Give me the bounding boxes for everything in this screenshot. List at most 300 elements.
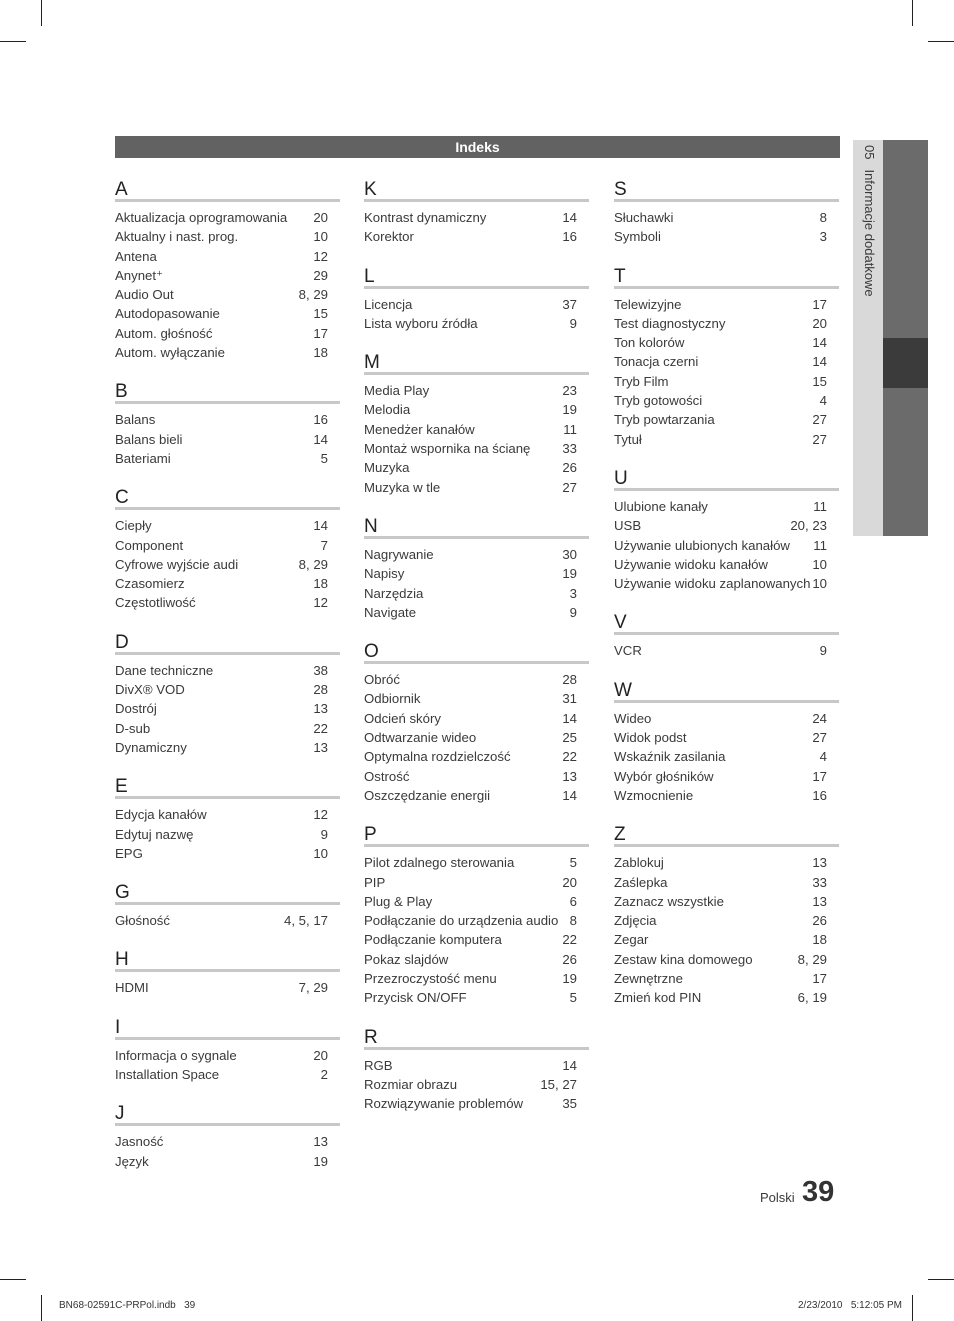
entry-page: 11 <box>563 421 577 437</box>
page-number: 39 <box>802 1176 835 1208</box>
entry-page: 13 <box>812 893 827 909</box>
index-entry <box>364 439 589 458</box>
entry-term: Pilot zdalnego sterowania <box>364 855 515 871</box>
entry-page: 10 <box>812 556 827 572</box>
index-entry <box>364 950 589 969</box>
entry-page: 27 <box>812 412 827 428</box>
entry-term: Zewnętrzne <box>614 971 683 987</box>
entry-term: Zaślepka <box>614 874 668 890</box>
entry-term: Balans bieli <box>115 431 183 447</box>
entry-page: 13 <box>562 768 577 784</box>
index-section-w <box>614 679 839 805</box>
entry-page: 10 <box>812 576 827 592</box>
index-entry <box>614 911 839 930</box>
index-section-o <box>364 640 589 805</box>
index-entry <box>364 420 589 439</box>
entry-term: Audio Out <box>115 287 174 303</box>
index-entry <box>364 400 589 419</box>
entry-term: Pokaz slajdów <box>364 951 449 967</box>
entry-page: 8 <box>819 210 827 225</box>
entry-term: Ulubione kanały <box>614 498 708 514</box>
section-letter: C <box>115 486 340 510</box>
entry-page: 10 <box>313 229 328 245</box>
index-entry <box>614 892 839 911</box>
entry-term: Bateriami <box>115 450 171 466</box>
entry-term: Menedżer kanałów <box>364 421 475 437</box>
entry-page: 6, 19 <box>797 990 827 1006</box>
entry-term: EPG <box>115 845 143 861</box>
entry-page: 35 <box>562 1096 577 1112</box>
entry-page: 10 <box>313 845 328 861</box>
chapter-tab-label <box>862 145 877 297</box>
entry-page: 26 <box>562 951 577 967</box>
entry-term: Tryb gotowości <box>614 393 703 409</box>
entry-page: 8, 29 <box>298 556 328 572</box>
entry-term: Częstotliwość <box>115 595 196 611</box>
entry-term: PIP <box>364 874 386 890</box>
entry-term: Test diagnostyczny <box>614 315 726 331</box>
entry-page: 12 <box>313 248 328 264</box>
entry-page: 27 <box>812 431 827 447</box>
chapter-title: Informacje dodatkowe <box>862 169 877 297</box>
entry-page: 18 <box>313 345 328 361</box>
entry-page: 3 <box>819 229 827 245</box>
entry-page: 14 <box>313 431 328 447</box>
index-title: Indeks <box>115 136 840 158</box>
entry-page: 30 <box>562 546 577 562</box>
index-entry <box>364 911 589 930</box>
section-letter: Z <box>614 823 839 847</box>
section-letter: P <box>364 823 589 847</box>
index-entry <box>115 1152 340 1171</box>
index-entry <box>614 786 839 805</box>
index-entry <box>364 208 589 227</box>
index-entry <box>614 728 839 747</box>
entry-term: Dynamiczny <box>115 739 187 755</box>
entry-term: Ostrość <box>364 768 410 784</box>
entry-term: Installation Space <box>115 1067 220 1083</box>
index-section-z <box>614 823 839 1007</box>
index-entry <box>364 747 589 766</box>
entry-term: Przezroczystość menu <box>364 971 497 987</box>
index-entry <box>115 449 340 468</box>
index-entry <box>614 314 839 333</box>
entry-page: 17 <box>812 296 827 312</box>
entry-page: 9 <box>819 643 827 659</box>
entry-page: 27 <box>562 479 577 495</box>
entry-term: Zmień kod PIN <box>614 990 702 1006</box>
section-letter: L <box>364 265 589 289</box>
index-entry <box>364 1056 589 1075</box>
entry-term: Dane techniczne <box>115 662 214 678</box>
entry-page: 38 <box>313 662 328 678</box>
entry-page: 23 <box>562 383 577 399</box>
crop-mark <box>912 1295 913 1321</box>
entry-page: 18 <box>313 576 328 592</box>
entry-term: Symboli <box>614 229 661 245</box>
entry-page: 20, 23 <box>790 518 827 534</box>
index-entry <box>614 873 839 892</box>
entry-page: 16 <box>313 412 328 428</box>
entry-term: Zablokuj <box>614 855 664 871</box>
chapter-tab-marker-active <box>883 338 928 388</box>
index-entry <box>115 343 340 362</box>
entry-page: 19 <box>313 1153 328 1169</box>
entry-term: Zegar <box>614 932 649 948</box>
section-letter: U <box>614 467 839 491</box>
section-letter: S <box>614 178 839 202</box>
index-entry <box>115 719 340 738</box>
index-entry <box>115 805 340 824</box>
entry-term: Używanie widoku kanałów <box>614 556 768 572</box>
crop-mark <box>0 1279 26 1280</box>
entry-page: 6 <box>569 893 577 909</box>
index-section-l <box>364 265 589 334</box>
index-section-s <box>614 178 839 247</box>
entry-page: 16 <box>812 787 827 803</box>
entry-term: RGB <box>364 1057 393 1073</box>
entry-term: Odcień skóry <box>364 710 441 726</box>
index-section-j <box>115 1102 340 1171</box>
index-section-i <box>115 1016 340 1085</box>
index-entry <box>364 988 589 1007</box>
index-entry <box>115 208 340 227</box>
chapter-tab-marker <box>883 388 928 536</box>
entry-term: Ton kolorów <box>614 335 685 351</box>
entry-term: Odtwarzanie wideo <box>364 730 477 746</box>
entry-page: 28 <box>313 682 328 698</box>
entry-page: 18 <box>812 932 827 948</box>
entry-term: Montaż wspornika na ścianę <box>364 441 531 457</box>
entry-term: Nagrywanie <box>364 546 434 562</box>
section-letter: I <box>115 1016 340 1040</box>
section-letter: O <box>364 640 589 664</box>
index-entry <box>614 227 839 246</box>
entry-page: 19 <box>562 402 577 418</box>
index-entry <box>115 680 340 699</box>
entry-page: 4, 5, 17 <box>284 913 328 929</box>
print-file-info: BN68-02591C-PRPol.indb 39 <box>59 1300 196 1311</box>
entry-page: 8, 29 <box>298 287 328 303</box>
entry-term: Obróć <box>364 672 400 688</box>
index-entry <box>614 988 839 1007</box>
entry-term: Cyfrowe wyjście audi <box>115 556 239 572</box>
entry-page: 12 <box>313 595 328 611</box>
entry-term: Kontrast dynamiczny <box>364 210 487 225</box>
section-letter: K <box>364 178 589 202</box>
index-entry <box>614 333 839 352</box>
entry-term: Antena <box>115 248 157 264</box>
entry-term: Język <box>115 1153 149 1169</box>
entry-page: 14 <box>313 518 328 534</box>
section-letter: W <box>614 679 839 703</box>
entry-page: 4 <box>819 749 827 765</box>
index-entry <box>364 381 589 400</box>
entry-page: 9 <box>569 315 577 331</box>
index-section-a <box>115 178 340 362</box>
crop-mark <box>0 41 26 42</box>
entry-term: Oszczędzanie energii <box>364 787 491 803</box>
index-entry <box>115 536 340 555</box>
entry-term: VCR <box>614 643 642 659</box>
index-entry <box>115 844 340 863</box>
print-timestamp: 2/23/2010 5:12:05 PM <box>798 1300 902 1311</box>
entry-page: 26 <box>812 913 827 929</box>
entry-term: Rozwiązywanie problemów <box>364 1096 524 1112</box>
chapter-tab-marker <box>883 140 928 338</box>
entry-term: Telewizyjne <box>614 296 682 312</box>
index-entry <box>614 295 839 314</box>
entry-term: Widok podst <box>614 730 687 746</box>
entry-page: 14 <box>562 710 577 726</box>
entry-term: Wybór głośników <box>614 768 714 784</box>
entry-term: Zestaw kina domowego <box>614 951 753 967</box>
entry-page: 14 <box>562 787 577 803</box>
index-entry <box>115 911 340 930</box>
section-letter: E <box>115 775 340 799</box>
entry-page: 31 <box>562 691 577 707</box>
entry-term: Autom. głośność <box>115 325 213 341</box>
entry-page: 25 <box>562 730 577 746</box>
index-column-2 <box>364 178 589 1132</box>
entry-term: Tonacja czerni <box>614 354 699 370</box>
index-entry <box>614 574 839 593</box>
section-letter: T <box>614 265 839 289</box>
entry-page: 2 <box>320 1067 328 1083</box>
entry-term: Aktualizacja oprogramowania <box>115 210 288 225</box>
index-entry <box>364 786 589 805</box>
index-entry <box>115 555 340 574</box>
entry-term: Napisy <box>364 566 405 582</box>
entry-page: 19 <box>562 971 577 987</box>
crop-mark <box>928 1279 954 1280</box>
index-section-u <box>614 467 839 593</box>
index-entry <box>614 767 839 786</box>
index-column-1 <box>115 178 340 1189</box>
index-entry <box>364 603 589 622</box>
entry-page: 20 <box>562 874 577 890</box>
entry-term: HDMI <box>115 980 149 996</box>
index-entry <box>115 825 340 844</box>
entry-term: Jasność <box>115 1134 164 1150</box>
entry-page: 19 <box>562 566 577 582</box>
index-entry <box>364 564 589 583</box>
entry-term: Lista wyboru źródła <box>364 315 478 331</box>
section-letter: R <box>364 1026 589 1050</box>
entry-term: Melodia <box>364 402 411 418</box>
entry-term: Czasomierz <box>115 576 185 592</box>
entry-page: 20 <box>313 210 328 225</box>
section-letter: G <box>115 881 340 905</box>
entry-page: 15 <box>812 373 827 389</box>
entry-page: 14 <box>562 1057 577 1073</box>
entry-page: 24 <box>812 710 827 726</box>
index-entry <box>614 930 839 949</box>
index-entry <box>364 227 589 246</box>
index-entry <box>614 391 839 410</box>
entry-term: Optymalna rozdzielczość <box>364 749 511 765</box>
index-entry <box>364 458 589 477</box>
entry-page: 27 <box>812 730 827 746</box>
index-entry <box>364 584 589 603</box>
entry-term: Autodopasowanie <box>115 306 220 322</box>
entry-term: DivX® VOD <box>115 682 185 698</box>
entry-term: Edytuj nazwę <box>115 826 194 842</box>
index-entry <box>115 410 340 429</box>
index-entry <box>115 738 340 757</box>
entry-page: 37 <box>562 296 577 312</box>
entry-term: Informacja o sygnale <box>115 1047 237 1063</box>
index-entry <box>115 699 340 718</box>
entry-term: Tryb powtarzania <box>614 412 715 428</box>
entry-page: 17 <box>812 768 827 784</box>
entry-page: 20 <box>313 1047 328 1063</box>
index-entry <box>614 352 839 371</box>
entry-term: Anynet⁺ <box>115 267 164 283</box>
entry-page: 17 <box>812 971 827 987</box>
entry-page: 17 <box>313 325 328 341</box>
entry-term: Zaznacz wszystkie <box>614 893 724 909</box>
entry-term: Wskaźnik zasilania <box>614 749 726 765</box>
section-letter: N <box>364 515 589 539</box>
entry-term: Dostrój <box>115 701 157 717</box>
entry-page: 8, 29 <box>797 951 827 967</box>
section-letter: J <box>115 1102 340 1126</box>
index-entry <box>364 728 589 747</box>
entry-page: 33 <box>562 441 577 457</box>
index-entry <box>364 1075 589 1094</box>
index-entry <box>364 670 589 689</box>
index-entry <box>614 208 839 227</box>
entry-term: USB <box>614 518 642 534</box>
index-entry <box>614 372 839 391</box>
entry-page: 4 <box>819 393 827 409</box>
index-section-e <box>115 775 340 863</box>
footer-language: Polski <box>760 1190 795 1205</box>
crop-mark <box>912 0 913 26</box>
entry-page: 15 <box>313 306 328 322</box>
index-entry <box>364 545 589 564</box>
entry-term: Przycisk ON/OFF <box>364 990 467 1006</box>
entry-page: 13 <box>313 701 328 717</box>
index-entry <box>115 1132 340 1151</box>
index-entry <box>364 689 589 708</box>
entry-page: 14 <box>812 354 827 370</box>
entry-term: Navigate <box>364 604 417 620</box>
entry-page: 7, 29 <box>298 980 328 996</box>
index-section-n <box>364 515 589 622</box>
index-entry <box>115 1046 340 1065</box>
entry-page: 11 <box>813 537 827 553</box>
index-entry <box>115 304 340 323</box>
entry-page: 12 <box>313 807 328 823</box>
index-entry <box>115 247 340 266</box>
index-entry <box>364 478 589 497</box>
index-entry <box>614 555 839 574</box>
index-section-r <box>364 1026 589 1114</box>
entry-term: Plug & Play <box>364 893 433 909</box>
entry-page: 29 <box>313 267 328 283</box>
entry-page: 8 <box>569 913 577 929</box>
entry-term: Balans <box>115 412 156 428</box>
entry-term: Rozmiar obrazu <box>364 1076 458 1092</box>
index-entry <box>614 747 839 766</box>
index-section-t <box>614 265 839 449</box>
index-entry <box>364 969 589 988</box>
index-entry <box>115 227 340 246</box>
entry-page: 14 <box>812 335 827 351</box>
entry-term: Podłączanie do urządzenia audio <box>364 913 559 929</box>
entry-term: Edycja kanałów <box>115 807 207 823</box>
chapter-number: 05 <box>862 145 877 160</box>
index-entry <box>614 853 839 872</box>
section-letter: A <box>115 178 340 202</box>
entry-page: 11 <box>813 498 827 514</box>
entry-term: Korektor <box>364 229 414 245</box>
index-entry <box>614 641 839 660</box>
entry-term: Używanie widoku zaplanowanych <box>614 576 811 592</box>
entry-term: Ciepły <box>115 518 152 534</box>
entry-term: Muzyka <box>364 460 410 476</box>
index-section-v <box>614 611 839 660</box>
entry-term: Tytuł <box>614 431 642 447</box>
index-entry <box>115 516 340 535</box>
entry-page: 16 <box>562 229 577 245</box>
entry-term: Głośność <box>115 913 170 929</box>
entry-term: Zdjęcia <box>614 913 657 929</box>
index-section-p <box>364 823 589 1007</box>
index-section-g <box>115 881 340 930</box>
index-entry <box>614 950 839 969</box>
entry-page: 5 <box>569 855 577 871</box>
entry-term: Narzędzia <box>364 585 424 601</box>
index-entry <box>614 969 839 988</box>
index-section-b <box>115 380 340 468</box>
index-entry <box>364 709 589 728</box>
section-letter: B <box>115 380 340 404</box>
index-entry <box>364 930 589 949</box>
entry-term: Aktualny i nast. prog. <box>115 229 239 245</box>
index-entry <box>364 314 589 333</box>
entry-page: 26 <box>562 460 577 476</box>
entry-term: Licencja <box>364 296 413 312</box>
index-entry <box>614 410 839 429</box>
entry-page: 22 <box>562 932 577 948</box>
index-section-c <box>115 486 340 612</box>
index-entry <box>364 873 589 892</box>
index-entry <box>614 709 839 728</box>
entry-term: D-sub <box>115 720 151 736</box>
entry-page: 13 <box>313 739 328 755</box>
entry-page: 13 <box>812 855 827 871</box>
crop-mark <box>41 0 42 26</box>
entry-page: 7 <box>320 537 328 553</box>
section-letter: H <box>115 948 340 972</box>
entry-page: 22 <box>313 720 328 736</box>
entry-page: 5 <box>320 450 328 466</box>
index-section-d <box>115 631 340 757</box>
index-entry <box>115 978 340 997</box>
index-entry <box>115 593 340 612</box>
entry-term: Component <box>115 537 184 553</box>
entry-term: Wzmocnienie <box>614 787 694 803</box>
crop-mark <box>928 41 954 42</box>
index-entry <box>115 1065 340 1084</box>
entry-term: Odbiornik <box>364 691 421 707</box>
entry-page: 22 <box>562 749 577 765</box>
entry-term: Używanie ulubionych kanałów <box>614 537 790 553</box>
index-entry <box>364 295 589 314</box>
